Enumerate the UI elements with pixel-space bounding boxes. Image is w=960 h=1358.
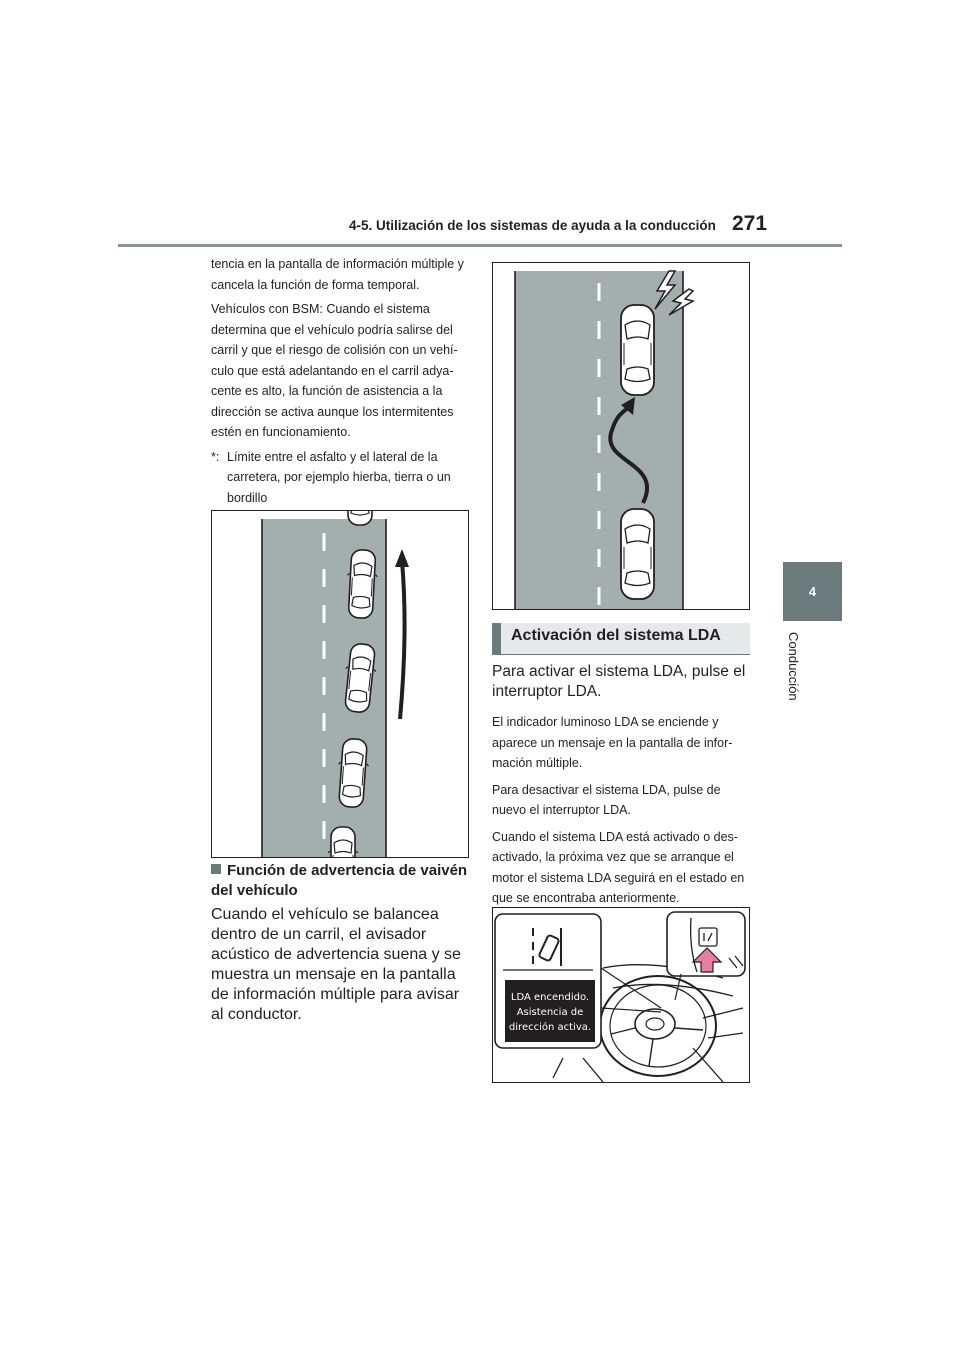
paragraph-bsm: Vehículos con BSM: Cuando el sistema determina que el vehículo podría salirse del carril y que el riesgo de colisión con un vehí-culo que está adelantando en el carril adya-cente es alto, la función de asistencia a la dirección se activa aunque los intermitentes estén en funcionamiento. bbox=[211, 302, 458, 439]
activation-heading-rule bbox=[492, 654, 750, 655]
activation-text bbox=[492, 662, 754, 915]
car-rear bbox=[621, 509, 654, 599]
display-message-line-1: LDA encendido. bbox=[510, 992, 590, 1003]
chapter-tab bbox=[783, 562, 842, 621]
sway-heading: Función de advertencia de vaivén del vehículo bbox=[211, 862, 468, 899]
display-message-line-2: Asistencia de bbox=[516, 1007, 584, 1018]
drift-arrow-head bbox=[395, 549, 409, 567]
steering-wheel bbox=[600, 976, 716, 1076]
page-number: 271 bbox=[732, 212, 768, 235]
paragraph-continued: tencia en la pantalla de información múltiple y cancela la función de forma temporal. bbox=[211, 257, 464, 292]
footnote-text: Límite entre el asfalto y el lateral de la carretera, por ejemplo hierba, tierra o un bordillo bbox=[227, 449, 451, 505]
activation-p3: Cuando el sistema LDA está activado o des-activado, la próxima vez que se arranque el motor el sistema LDA seguirá en el estado en que se encontraba anteriormente. bbox=[492, 829, 745, 905]
vehicle-sway-figure bbox=[492, 262, 750, 610]
header-rule bbox=[118, 244, 842, 247]
car-bottom-partial bbox=[328, 827, 358, 858]
footnote bbox=[211, 447, 473, 509]
section-bullet-icon bbox=[211, 864, 221, 874]
chapter-label: Conducción bbox=[786, 632, 801, 701]
car-front-warning bbox=[621, 305, 654, 395]
chapter-label-wrap bbox=[785, 632, 805, 712]
left-column-text bbox=[211, 254, 473, 508]
activation-p2: Para desactivar el sistema LDA, pulse de nuevo el interruptor LDA. bbox=[492, 782, 721, 817]
activation-heading: Activación del sistema LDA bbox=[511, 627, 721, 644]
display-message-line-3: dirección activa. bbox=[508, 1022, 592, 1033]
chapter-number: 4 bbox=[808, 584, 817, 599]
callout-leader bbox=[601, 968, 661, 1008]
lane-edge-drift-figure bbox=[211, 510, 469, 858]
drift-arrow bbox=[400, 561, 405, 719]
activation-heading-bar bbox=[492, 623, 750, 654]
lda-switch-figure bbox=[492, 907, 750, 1083]
activation-lead: Para activar el sistema LDA, pulse el interruptor LDA. bbox=[492, 663, 746, 700]
footnote-mark: *: bbox=[211, 449, 220, 464]
activation-p1: El indicador luminoso LDA se enciende y aparece un mensaje en la pantalla de infor-mación múltiple. bbox=[492, 715, 733, 770]
sway-body: Cuando el vehículo se balancea dentro de un carril, el avisador acústico de advertencia suena y se muestra un mensaje en la pantalla de información múltiple para avisar al conductor. bbox=[211, 906, 461, 1023]
section-title: 4-5. Utilización de los sistemas de ayuda a la conducción bbox=[349, 218, 716, 233]
